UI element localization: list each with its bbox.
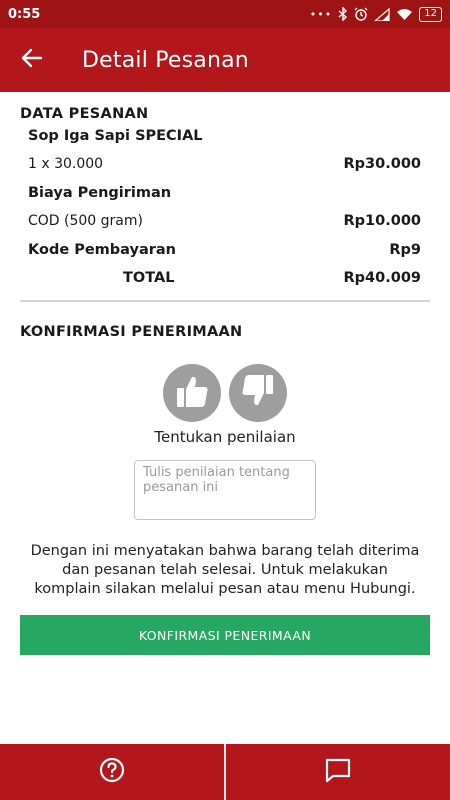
signal-icon [374,8,390,21]
wifi-icon [396,8,413,21]
item-subtotal: Rp30.000 [343,156,421,172]
thumbs-down-icon [238,371,278,415]
app-bar [0,28,450,92]
help-circle-icon [99,757,125,787]
content [20,92,430,655]
thumbs-up-icon [172,371,212,415]
payment-code-value: Rp9 [389,242,421,258]
status-bar [0,0,450,28]
item-name: Sop Iga Sapi SPECIAL [28,128,203,144]
arrow-left-icon [21,48,43,72]
shipping-label-row [20,185,430,201]
status-time: 0:55 [8,6,41,22]
chat-tab[interactable] [226,744,450,800]
status-icons [310,7,442,22]
chat-icon [324,757,352,787]
bluetooth-icon [338,7,348,21]
payment-code-row [20,242,430,258]
rating-label: Tentukan penilaian [154,428,296,446]
bottom-bar [0,744,450,800]
item-price-row [20,156,430,172]
review-input[interactable] [134,460,316,520]
page-title: Detail Pesanan [82,47,249,73]
confirm-receipt-button[interactable]: KONFIRMASI PENERIMAAN [20,615,430,655]
help-tab[interactable] [0,744,224,800]
shipping-label: Biaya Pengiriman [28,185,172,201]
payment-code-label: Kode Pembayaran [28,242,176,258]
shipping-row [20,213,430,229]
order-section-title: DATA PESANAN [20,106,149,122]
confirmation-disclaimer: Dengan ini menyatakan bahwa barang telah diterima dan pesanan telah selesai. Untuk melakukan komplain silakan melalui pesan atau menu Hubungi. [30,543,420,597]
battery-indicator: 12 [419,7,442,22]
item-name-row [20,128,430,144]
shipping-cost: Rp10.000 [343,213,421,229]
more-dots-icon: ••• [309,7,333,21]
total-label: TOTAL [123,270,175,286]
thumbs-down-button[interactable] [229,364,287,422]
alarm-icon [354,7,368,21]
total-row [20,270,430,286]
thumbs-up-button[interactable] [163,364,221,422]
divider [20,300,430,302]
back-button[interactable] [0,28,64,92]
confirmation-section-title: KONFIRMASI PENERIMAAN [20,324,243,340]
item-qty: 1 x 30.000 [28,156,104,172]
shipping-method: COD (500 gram) [28,213,143,229]
total-value: Rp40.009 [343,270,421,286]
rating-thumbs [20,364,430,422]
